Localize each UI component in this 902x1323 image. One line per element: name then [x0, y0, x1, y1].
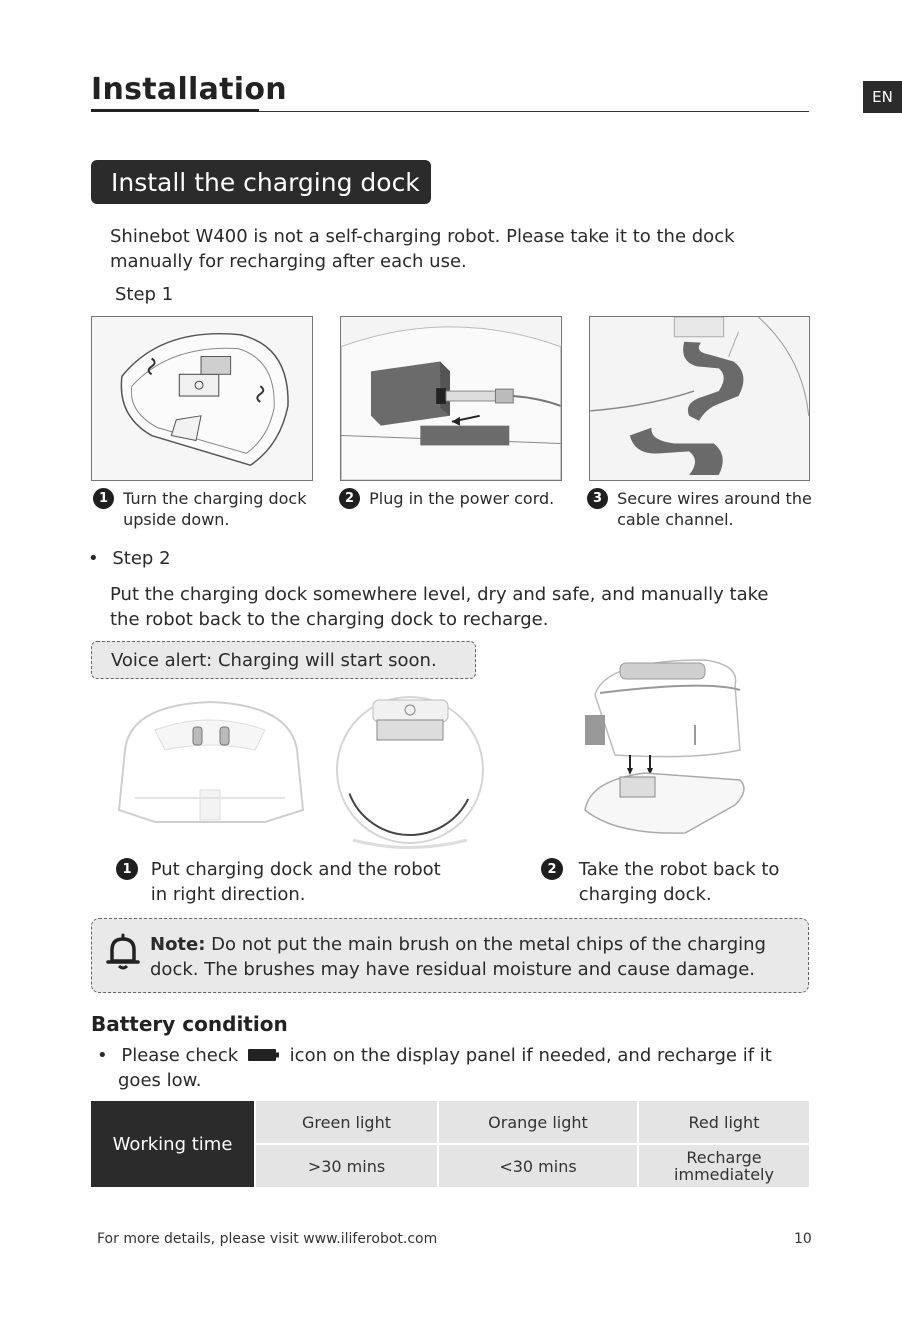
step2-caption-2-line2: charging dock.: [578, 884, 712, 905]
charging-dock-top-view: [115, 690, 305, 850]
step2-paragraph: [110, 582, 810, 632]
robot-on-dock-view: [575, 655, 830, 845]
step1-caption-2: [339, 488, 579, 509]
section-title: Install the charging dock: [91, 160, 431, 204]
step2-line-2: the robot back to the charging dock to recharge.: [110, 609, 549, 630]
note-line-1: Do not put the main brush on the metal chips of the charging: [205, 934, 766, 955]
step1-caption-1: [93, 488, 333, 530]
table-header-green: Green light: [256, 1101, 437, 1143]
step2-label: Step 2: [112, 548, 171, 569]
table-header-orange: Orange light: [439, 1101, 637, 1143]
step2-caption-2-line1: Take the robot back to: [578, 859, 780, 880]
bullet: •: [88, 548, 99, 569]
table-header-red: Red light: [639, 1101, 809, 1143]
battery-icon: [248, 1044, 280, 1058]
bell-icon: [106, 933, 140, 971]
battery-condition-title: Battery condition: [91, 1012, 288, 1036]
step2-caption-2: [541, 857, 841, 907]
battery-text-after-icon: icon on the display panel if needed, and recharge if it: [289, 1045, 772, 1066]
battery-line-2: goes low.: [118, 1070, 202, 1091]
dock-front-illustration: [115, 690, 305, 850]
table-cell-green: >30 mins: [256, 1145, 437, 1187]
photo-plug-power-cord: [340, 316, 562, 481]
number-badge-3: 3: [587, 488, 608, 509]
plug-power-cord-illustration: [341, 317, 561, 480]
robot-top-view: [333, 690, 488, 850]
table-cell-orange: <30 mins: [439, 1145, 637, 1187]
step2-caption-1-line1: Put charging dock and the robot: [150, 859, 441, 880]
note-line-2: dock. The brushes may have residual moisture and cause damage.: [150, 959, 755, 980]
step2-caption-1: [116, 857, 496, 907]
voice-alert-box: Voice alert: Charging will start soon.: [91, 641, 476, 679]
step1-caption-3-line1: Secure wires around the: [617, 489, 812, 508]
bullet: •: [97, 1045, 108, 1066]
note-label: Note:: [150, 934, 206, 955]
page-number: 10: [794, 1231, 812, 1247]
footer-text: For more details, please visit www.iliferobot.com: [97, 1231, 438, 1247]
battery-text-before-icon: Please check: [121, 1045, 239, 1066]
number-badge-1: 1: [116, 858, 138, 880]
step1-caption-3-line2: cable channel.: [617, 510, 734, 529]
intro-line-1: Shinebot W400 is not a self-charging robot. Please take it to the dock: [110, 226, 735, 247]
robot-front-illustration: [333, 690, 488, 850]
table-cell-red: Recharge immediately: [639, 1145, 809, 1187]
dock-upside-down-illustration: [92, 317, 312, 480]
step1-caption-1-line2: upside down.: [123, 510, 230, 529]
step1-caption-2-line1: Plug in the power cord.: [369, 489, 555, 508]
step1-caption-1-line1: Turn the charging dock: [123, 489, 307, 508]
step1-caption-3: [587, 488, 827, 530]
secure-wires-illustration: [590, 317, 809, 480]
intro-line-2: manually for recharging after each use.: [110, 251, 467, 272]
note-text: [150, 932, 800, 982]
step2-heading: [88, 548, 171, 569]
number-badge-2: 2: [339, 488, 360, 509]
photo-secure-wires: [589, 316, 810, 481]
language-tag: EN: [863, 81, 902, 113]
robot-returning-illustration: [575, 655, 830, 845]
table-row-header: Working time: [91, 1101, 254, 1187]
step1-label: Step 1: [115, 284, 174, 305]
number-badge-2: 2: [541, 858, 563, 880]
step2-caption-1-line2: in right direction.: [150, 884, 306, 905]
intro-paragraph: [110, 224, 810, 274]
photo-dock-upside-down: [91, 316, 313, 481]
step2-line-1: Put the charging dock somewhere level, dry and safe, and manually take: [110, 584, 769, 605]
page-title: Installation: [91, 72, 287, 107]
number-badge-1: 1: [93, 488, 114, 509]
battery-paragraph: [97, 1043, 797, 1093]
title-underline: [91, 109, 259, 112]
